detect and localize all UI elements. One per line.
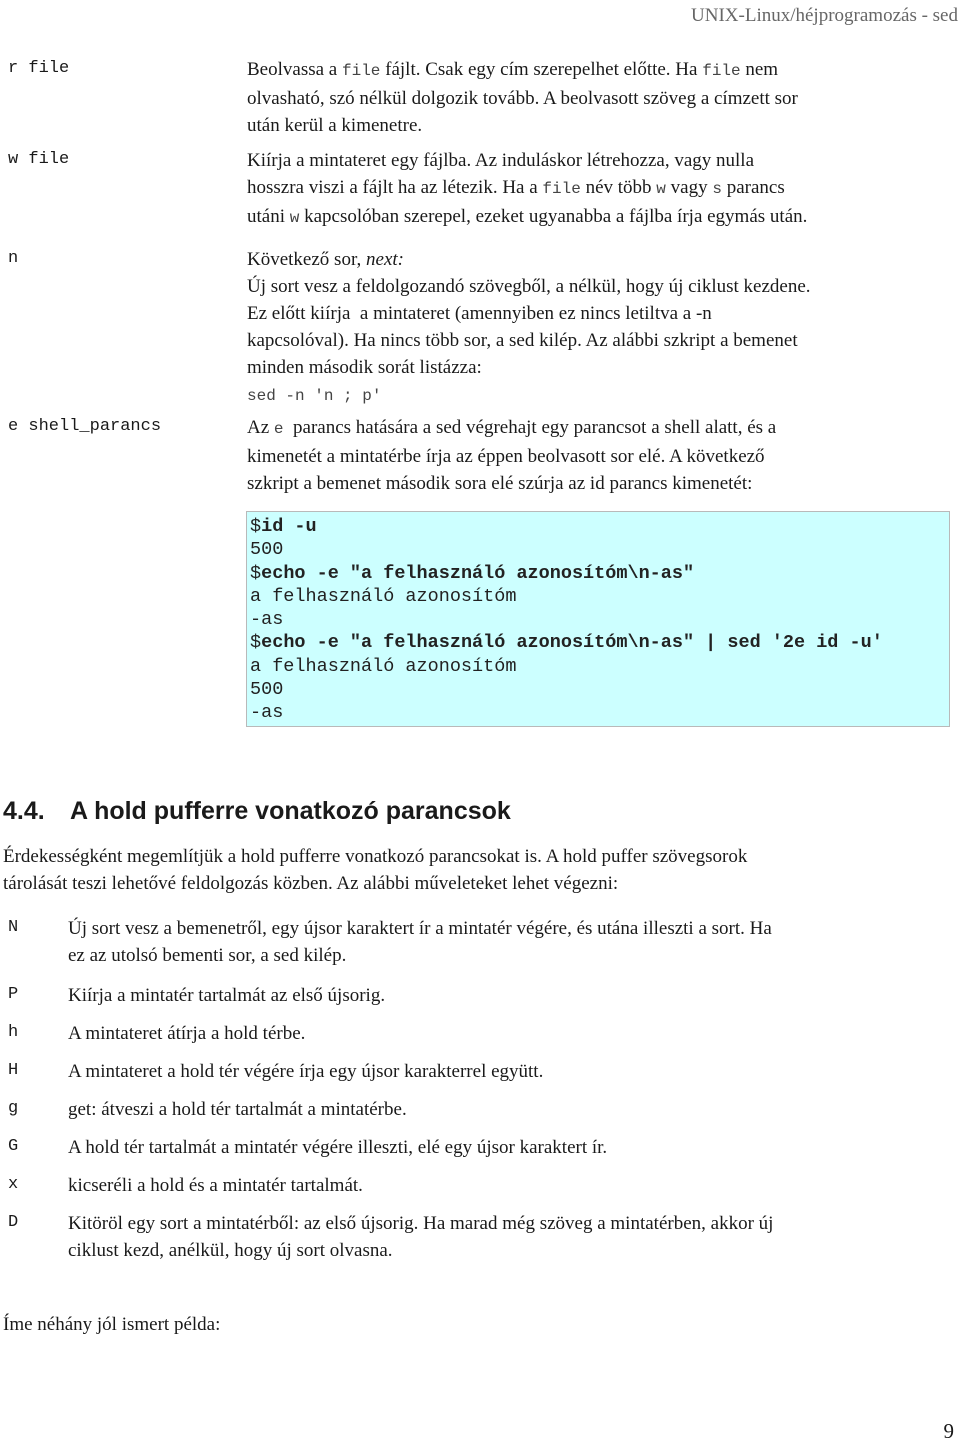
- code-text: a felhasználó azonosítóm: [250, 655, 517, 677]
- code-output-line: [250, 655, 949, 678]
- text-run: Következő sor,: [247, 249, 367, 270]
- hold-command-description: [68, 1172, 953, 1199]
- definition-line: [247, 470, 957, 497]
- text-run: minden második sorát listázza:: [247, 357, 482, 378]
- code-text: id -u: [261, 516, 317, 537]
- text-run: kapcsolóban szerepel, ezeket ugyanabba a fájlba írja egymás után.: [299, 206, 808, 227]
- code-output-line: [250, 701, 949, 724]
- code-output-line: [250, 608, 949, 631]
- hold-command-description: [68, 1020, 953, 1047]
- section-title: A hold pufferre vonatkozó parancsok: [70, 797, 511, 825]
- hold-command-line: Kitöröl egy sort a mintatérből: az első újsorig. Ha marad még szöveg a mintatérben, akkor új: [68, 1213, 774, 1234]
- hold-command-line: ciklust kezd, anélkül, hogy új sort olvasna.: [68, 1240, 393, 1261]
- text-run: név több: [580, 177, 657, 198]
- inline-code: file: [542, 180, 581, 198]
- inline-code: file: [341, 62, 381, 80]
- inline-code: s: [712, 180, 722, 198]
- text-run: parancs hatására a sed végrehajt egy parancsot a shell alatt, és a: [283, 417, 777, 438]
- shell-prompt: $: [250, 632, 262, 654]
- text-run: kapcsolóval). Ha nincs több sor, a sed kilép. Az alábbi szkript a bemenet: [247, 330, 798, 351]
- text-run: Az: [247, 417, 274, 438]
- hold-command-description: [68, 1210, 953, 1264]
- inline-code: w: [656, 180, 666, 198]
- text-run: kimenetét a mintatérbe írja az éppen beolvasott sor elé. A következő: [247, 446, 765, 467]
- text-run: olvasható, szó nélkül dolgozik tovább. A beolvasott szöveg a címzett sor: [247, 88, 798, 109]
- definition-term: r file: [8, 59, 70, 78]
- definition-line: [247, 354, 957, 381]
- definition-line: [247, 112, 957, 139]
- definition-description: [247, 246, 957, 410]
- hold-command-key: x: [8, 1175, 19, 1194]
- code-output-line: [250, 538, 949, 561]
- code-text: echo -e "a felhasználó azonosítóm\n-as" | sed '2e id -u': [261, 632, 883, 654]
- inline-code: w: [289, 209, 300, 227]
- code-text: echo -e "a felhasználó azonosítóm\n-as": [261, 562, 695, 584]
- text-run: utáni: [247, 206, 290, 227]
- running-header: UNIX-Linux/héjprogramozás - sed: [691, 5, 958, 26]
- definition-line: [247, 381, 957, 410]
- hold-command-line: Kiírja a mintatér tartalmát az első újsorig.: [68, 985, 386, 1006]
- hold-command-description: [68, 915, 953, 969]
- section-number: 4.4.: [3, 797, 45, 825]
- code-text: -as: [250, 609, 284, 631]
- text-run: szkript a bemenet második sora elé szúrja az id parancs kimenetét:: [247, 473, 753, 494]
- intro-paragraph: [3, 843, 953, 897]
- code-command-line: [250, 515, 949, 538]
- closing-paragraph: Íme néhány jól ismert példa:: [3, 1314, 221, 1335]
- text-run: parancs: [721, 177, 785, 198]
- text-run: Beolvassa a: [247, 59, 342, 80]
- hold-command-line: A mintateret a hold tér végére írja egy újsor karakterrel együtt.: [68, 1061, 544, 1082]
- text-run: nem: [740, 59, 779, 80]
- hold-command-line: get: átveszi a hold tér tartalmát a mintatérbe.: [68, 1099, 407, 1120]
- hold-command-line: Új sort vesz a bemenetről, egy újsor karaktert ír a mintatér végére, és utána illeszti a sort. Ha: [68, 918, 772, 939]
- code-text: 500: [250, 679, 284, 701]
- code-text: 500: [250, 539, 284, 561]
- definition-line: [247, 414, 957, 443]
- code-text: -as: [250, 702, 284, 724]
- text-run: hosszra viszi a fájlt ha az létezik. Ha a: [247, 177, 543, 198]
- code-output-line: [250, 678, 949, 701]
- definition-line: [247, 174, 957, 203]
- hold-command-line: ez az utolsó bementi sor, a sed kilép.: [68, 945, 347, 966]
- code-text: a felhasználó azonosítóm: [250, 585, 517, 607]
- section-heading: [3, 797, 511, 826]
- hold-command-key: H: [8, 1061, 19, 1080]
- definition-line: [247, 56, 957, 85]
- hold-command-key: G: [8, 1137, 19, 1156]
- hold-command-key: h: [8, 1023, 19, 1042]
- definition-term: w file: [8, 150, 70, 169]
- code-command-line: [250, 562, 949, 585]
- intro-line: tárolását teszi lehetővé feldolgozás közben. Az alábbi műveleteket lehet végezni:: [3, 873, 619, 894]
- definition-description: [247, 414, 957, 497]
- definition-line: [247, 273, 957, 300]
- definition-line: [247, 246, 957, 273]
- code-output-line: [250, 585, 949, 608]
- intro-line: Érdekességként megemlítjük a hold pufferre vonatkozó parancsokat is. A hold puffer szövegsorok: [3, 846, 748, 867]
- inline-code: file: [702, 62, 741, 80]
- code-example-box: [246, 511, 950, 727]
- definition-line: [247, 300, 957, 327]
- definition-description: [247, 147, 957, 232]
- text-run: vagy: [665, 177, 713, 198]
- inline-code: sed -n 'n ; p': [247, 387, 382, 405]
- hold-command-description: [68, 1058, 953, 1085]
- hold-command-key: g: [8, 1099, 19, 1118]
- definition-line: [247, 85, 957, 112]
- text-run: után kerül a kimenetre.: [247, 115, 423, 136]
- definition-line: [247, 327, 957, 354]
- hold-command-line: kicseréli a hold és a mintatér tartalmát.: [68, 1175, 363, 1196]
- code-command-line: [250, 631, 949, 654]
- definition-line: [247, 147, 957, 174]
- definition-term: e shell_parancs: [8, 417, 162, 436]
- shell-prompt: $: [250, 562, 262, 584]
- text-run: fájlt. Csak egy cím szerepelhet előtte. Ha: [380, 59, 703, 80]
- page-number: 9: [943, 1419, 954, 1443]
- definition-term: n: [8, 249, 19, 268]
- inline-code: e: [273, 420, 284, 438]
- hold-command-description: [68, 1134, 953, 1161]
- hold-command-key: D: [8, 1213, 19, 1232]
- italic-term: next:: [366, 249, 404, 270]
- hold-command-line: A hold tér tartalmát a mintatér végére illeszti, elé egy újsor karaktert ír.: [68, 1137, 608, 1158]
- text-run: Kiírja a mintateret egy fájlba. Az induláskor létrehozza, vagy nulla: [247, 150, 754, 171]
- text-run: Új sort vesz a feldolgozandó szövegből, a nélkül, hogy új ciklust kezdene.: [247, 276, 811, 297]
- definition-line: [247, 443, 957, 470]
- text-run: Ez előtt kiírja a mintateret (amennyiben ez nincs letiltva a -n: [247, 303, 712, 324]
- definition-description: [247, 56, 957, 139]
- hold-command-key: N: [8, 918, 19, 937]
- hold-command-key: P: [8, 985, 19, 1004]
- shell-prompt: $: [250, 516, 262, 537]
- hold-command-description: [68, 1096, 953, 1123]
- hold-command-line: A mintateret átírja a hold térbe.: [68, 1023, 306, 1044]
- definition-line: [247, 203, 957, 232]
- hold-command-description: [68, 982, 953, 1009]
